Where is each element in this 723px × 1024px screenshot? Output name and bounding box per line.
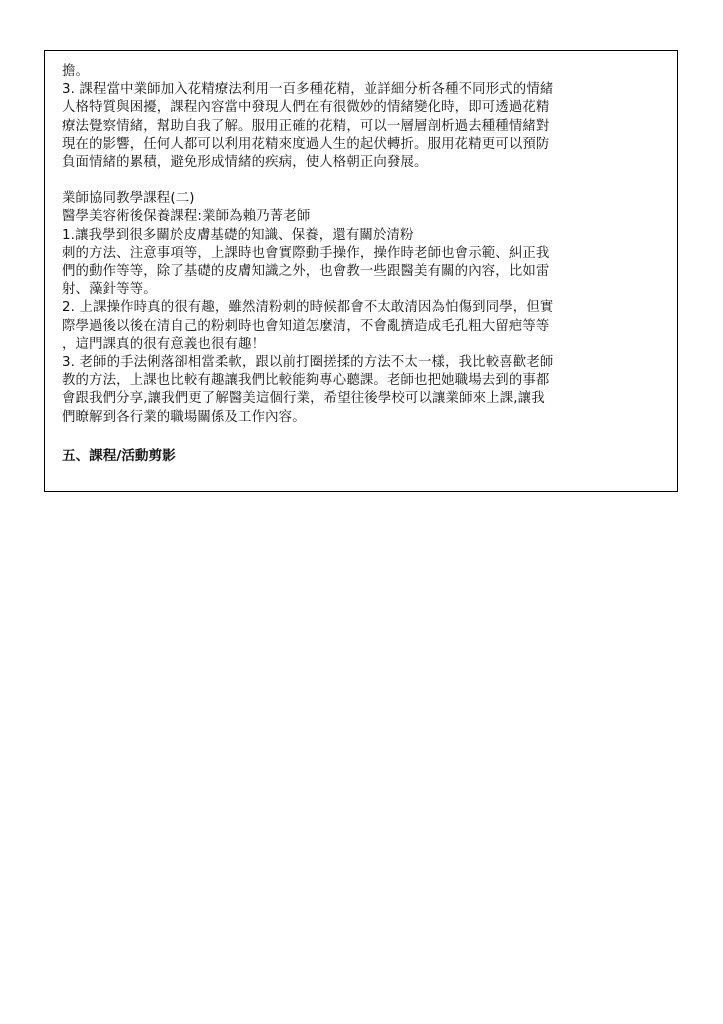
paragraph-line: 擔。 <box>62 64 90 79</box>
document-content <box>62 63 670 465</box>
paragraph-line: 療法覺察情緒，幫助自我了解。服用正確的花精，可以一層層剖析過去種種情緒對 <box>62 118 550 134</box>
reflection-line: 射、藻針等等。 <box>62 282 157 298</box>
spacer <box>62 427 670 447</box>
reflection-line: 刺的方法、注意事項等，上課時也會實際動手操作，操作時老師也會示範、糾正我 <box>62 245 550 261</box>
paragraph-line: 人格特質與困擾，課程內容當中發現人們在有很微妙的情緒變化時，即可透過花精 <box>62 100 550 116</box>
reflection-line: 3. 老師的手法俐落卻相當柔軟，跟以前打圈搓揉的方法不太一樣，我比較喜歡老師 <box>62 355 554 371</box>
content-frame <box>44 50 678 492</box>
reflection-line: 會跟我們分享,讓我們更了解醫美這個行業，希望往後學校可以讓業師來上課,讓我 <box>62 391 545 407</box>
section-five-heading: 五、課程/活動剪影 <box>62 447 176 464</box>
paragraph-line: 3. 課程當中業師加入花精療法利用一百多種花精，並詳細分析各種不同形式的情緒 <box>62 82 554 98</box>
reflection-line: 們瞭解到各行業的職場關係及工作內容。 <box>62 409 306 425</box>
reflection-line: 2. 上課操作時真的很有趣，雖然清粉刺的時候都會不太敢清因為怕傷到同學，但實 <box>62 300 554 316</box>
course-title: 業師協同教學課程(二) <box>62 191 195 207</box>
reflection-line: 教的方法，上課也比較有趣讓我們比較能夠專心聽課。老師也把她職場去到的事都 <box>62 373 550 389</box>
reflection-line: 際學過後以後在清自己的粉刺時也會知道怎麼清，不會亂擠造成毛孔粗大留疤等等 <box>62 318 550 334</box>
paragraph-line: 負面情緒的累積，避免形成情緒的疾病，使人格朝正向發展。 <box>62 155 428 171</box>
reflection-line: 們的動作等等，除了基礎的皮膚知識之外，也會教一些跟醫美有關的內容，比如雷 <box>62 264 550 280</box>
reflection-line: ，這門課真的很有意義也很有趣！ <box>62 336 266 352</box>
course-subtitle: 醫學美容術後保養課程:業師為賴乃菁老師 <box>62 209 311 225</box>
reflection-line: 1.讓我學到很多關於皮膚基礎的知識、保養，還有關於清粉 <box>62 227 414 243</box>
paragraph-line: 現在的影響，任何人都可以利用花精來度過人生的起伏轉折。服用花精更可以預防 <box>62 136 550 152</box>
spacer <box>62 172 670 190</box>
